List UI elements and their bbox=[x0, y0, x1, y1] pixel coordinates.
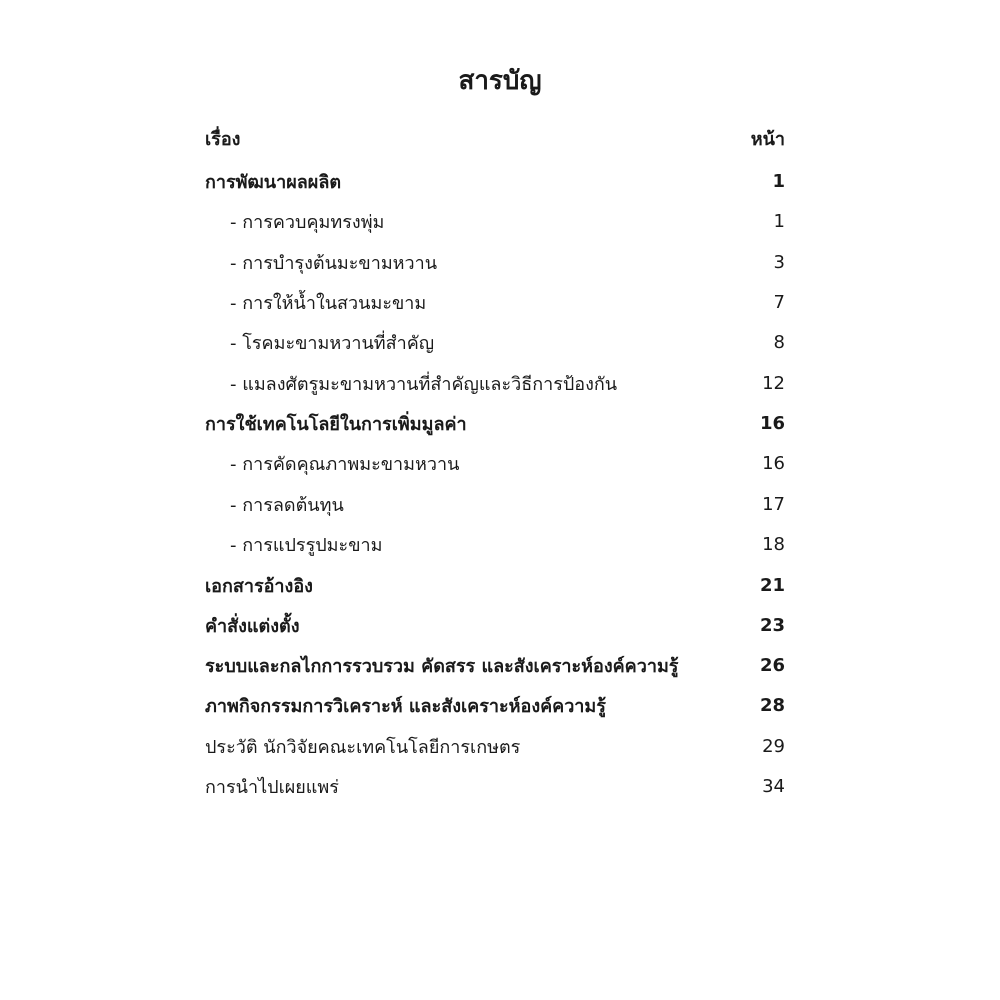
toc-entry-label: - การควบคุมทรงพุ่ม bbox=[230, 211, 385, 233]
toc-entry-label: คำสั่งแต่งตั้ง bbox=[205, 615, 300, 637]
toc-entry-page: 8 bbox=[773, 331, 785, 353]
toc-entry-label: การใช้เทคโนโลยีในการเพิ่มมูลค่า bbox=[205, 413, 467, 435]
toc-entry-12 bbox=[205, 608, 785, 642]
toc-entry-page: 7 bbox=[773, 291, 785, 313]
toc-entry-label: การนำไปเผยแพร่ bbox=[205, 776, 339, 798]
toc-entry-page: 26 bbox=[759, 654, 785, 676]
toc-entry-8 bbox=[205, 446, 785, 480]
toc-header-row bbox=[205, 121, 785, 155]
toc-entry-1 bbox=[205, 164, 785, 198]
toc-entry-page: 3 bbox=[773, 251, 785, 273]
toc-entry-page: 1 bbox=[772, 170, 785, 192]
toc-entry-7 bbox=[205, 406, 785, 440]
toc-entry-label: - แมลงศัตรูมะขามหวานที่สำคัญและวิธีการป้องกัน bbox=[230, 373, 618, 395]
toc-entry-label: การพัฒนาผลผลิต bbox=[205, 171, 342, 193]
toc-entry-5 bbox=[205, 325, 785, 359]
page-title: สารบัญ bbox=[458, 66, 542, 96]
toc-entry-label: เอกสารอ้างอิง bbox=[205, 575, 313, 597]
toc-entry-label: - การให้น้ำในสวนมะขาม bbox=[230, 292, 427, 314]
toc-entry-3 bbox=[205, 245, 785, 279]
toc-entry-page: 18 bbox=[762, 533, 785, 555]
topic-column-header: เรื่อง bbox=[205, 128, 241, 150]
toc-entry-page: 28 bbox=[759, 694, 785, 716]
toc-entry-page: 17 bbox=[762, 493, 785, 515]
toc-entry-label: - การคัดคุณภาพมะขามหวาน bbox=[230, 453, 460, 475]
toc-entry-label: - การลดต้นทุน bbox=[230, 494, 344, 516]
toc-entry-11 bbox=[205, 568, 785, 602]
toc-entry-13 bbox=[205, 648, 785, 682]
toc-entry-page: 1 bbox=[773, 210, 785, 232]
toc-entry-10 bbox=[205, 527, 785, 561]
toc-entry-6 bbox=[205, 366, 785, 400]
toc-entry-9 bbox=[205, 487, 785, 521]
toc-entry-label: ภาพกิจกรรมการวิเคราะห์ และสังเคราะห์องค์ความรู้ bbox=[205, 695, 606, 717]
toc-entry-2 bbox=[205, 204, 785, 238]
toc-entry-label: ระบบและกลไกการรวบรวม คัดสรร และสังเคราะห์องค์ความรู้ bbox=[205, 655, 679, 677]
toc-entry-15 bbox=[205, 729, 785, 763]
toc-entry-page: 12 bbox=[762, 372, 785, 394]
toc-entry-16 bbox=[205, 769, 785, 803]
toc-entry-14 bbox=[205, 688, 785, 722]
toc-entry-label: - โรคมะขามหวานที่สำคัญ bbox=[230, 332, 435, 354]
toc-entry-label: ประวัติ นักวิจัยคณะเทคโนโลยีการเกษตร bbox=[205, 736, 521, 758]
toc-entry-label: - การบำรุงต้นมะขามหวาน bbox=[230, 252, 438, 274]
toc-entry-page: 23 bbox=[759, 614, 785, 636]
toc-entry-page: 29 bbox=[762, 735, 785, 757]
toc-entry-page: 21 bbox=[759, 574, 785, 596]
toc-entry-label: - การแปรรูปมะขาม bbox=[230, 534, 383, 556]
toc-entry-page: 16 bbox=[759, 412, 785, 434]
toc-entry-page: 16 bbox=[762, 452, 785, 474]
toc-entry-4 bbox=[205, 285, 785, 319]
toc-entry-page: 34 bbox=[762, 775, 785, 797]
page-column-header: หน้า bbox=[750, 128, 785, 150]
